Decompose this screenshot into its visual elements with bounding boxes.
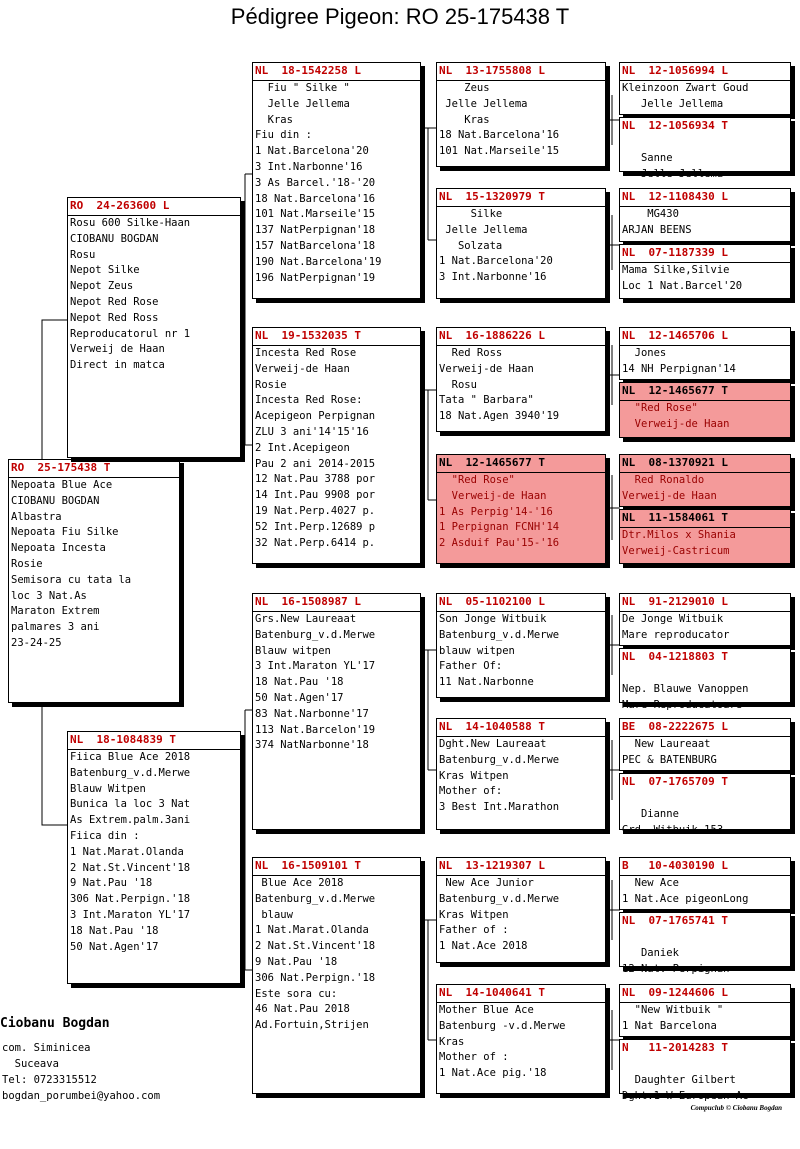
pedigree-line: Nepoata Blue Ace <box>11 479 113 491</box>
ancestor-card <box>619 244 791 299</box>
ancestor-card <box>619 454 791 507</box>
owner-name: Ciobanu Bogdan <box>0 1016 110 1031</box>
pedigree-line: 83 Nat.Narbonne'17 <box>255 707 369 720</box>
pigeon-details <box>620 135 790 182</box>
pedigree-line: 1 Nat.Ace 2018 <box>439 940 528 953</box>
pedigree-line: Fiu din : <box>255 129 312 142</box>
pedigree-line: Son Jonge Witbuik <box>439 613 547 625</box>
pedigree-line: Mother of : <box>439 1051 509 1064</box>
pedigree-line: Jelle Jellema <box>439 223 528 236</box>
ancestor-card <box>619 718 791 771</box>
pedigree-line: MG430 <box>622 208 679 220</box>
pedigree-line: Dght.1 W-European Ac <box>622 1089 749 1102</box>
pedigree-line: palmares 3 ani <box>11 621 100 634</box>
ancestor-card <box>619 62 791 115</box>
pigeon-details <box>620 346 790 378</box>
ring-number: N 11-2014283 T <box>622 1041 728 1054</box>
pedigree-line: 2 Asduif Pau'15-'16 <box>439 537 560 550</box>
grandparent-details <box>253 81 420 286</box>
pedigree-line: Reproducatorul nr 1 <box>70 327 191 340</box>
pigeon-details <box>620 876 790 908</box>
pedigree-line: Este sora cu: <box>255 987 338 1000</box>
great-grandparent-card <box>436 454 606 564</box>
pedigree-line: 19 Nat.Perp.4027 p. <box>255 504 376 517</box>
ring-number: NL 07-1765741 T <box>622 914 728 927</box>
ring-number: BE 08-2222675 L <box>620 719 790 737</box>
pedigree-line: blauw <box>255 908 293 921</box>
subject-pigeon-card <box>8 459 180 703</box>
pedigree-line: 46 Nat.Pau 2018 <box>255 1003 350 1016</box>
pedigree-line: 23-24-25 <box>11 636 62 649</box>
great-grandparent-card <box>436 718 606 830</box>
pedigree-line: 18 Nat.Barcelona'16 <box>439 129 560 142</box>
pedigree-line: Kras <box>439 113 490 126</box>
ring-number: NL 12-1056994 L <box>620 63 790 81</box>
great-grandparent-card <box>436 188 606 299</box>
pedigree-line: Red Ronaldo <box>622 474 705 486</box>
ancestor-card <box>619 188 791 242</box>
pedigree-line: Incesta Red Rose <box>255 347 357 359</box>
pedigree-line: Father Of: <box>439 660 503 673</box>
pigeon-details <box>620 207 790 239</box>
ancestor-card <box>619 912 791 975</box>
pedigree-line: blauw witpen <box>439 644 515 657</box>
dam-card <box>67 731 241 984</box>
pedigree-line: Blauw Witpen <box>70 782 146 795</box>
pedigree-line: Mother of: <box>439 785 503 798</box>
pedigree-line: Daniek <box>622 946 679 959</box>
pedigree-line: 1 Perpignan FCNH'14 <box>439 521 560 534</box>
pedigree-line: Jelle Jellema <box>622 97 724 110</box>
pedigree-line: Fiu " Silke " <box>255 82 350 94</box>
pigeon-details <box>437 346 605 425</box>
pedigree-line: PEC & BATENBURG <box>622 753 717 766</box>
pigeon-details <box>620 528 790 560</box>
pedigree-line: 157 NatBarcelona'18 <box>255 239 376 252</box>
pedigree-line: 12 Nat. Perpignan <box>622 962 730 975</box>
pedigree-line: 1 Nat Barcelona <box>622 1019 717 1032</box>
ring-number: NL 12-1465677 T <box>620 383 790 401</box>
ancestor-card <box>619 117 791 180</box>
pedigree-line: Grd. Witbuik 153 <box>622 823 724 836</box>
grandparent-ring-number: NL 16-1508987 L <box>253 594 420 612</box>
pedigree-line: CIOBANU BOGDAN <box>11 494 100 507</box>
ring-number: NL 13-1755808 L <box>437 63 605 81</box>
pedigree-line: 306 Nat.Perpign.'18 <box>70 893 191 906</box>
grandparent-card <box>252 327 421 564</box>
pigeon-details <box>620 1003 790 1035</box>
pedigree-line: New Ace <box>622 877 679 889</box>
pedigree-line: Dtr.Milos x Shania <box>622 529 736 541</box>
pedigree-line: Blauw witpen <box>255 644 331 657</box>
pedigree-line: New Ace Junior <box>439 877 534 889</box>
pigeon-details <box>620 81 790 113</box>
pigeon-details <box>437 737 605 816</box>
pigeon-details <box>620 666 790 713</box>
ancestor-card <box>619 648 791 711</box>
ring-number: NL 07-1187339 L <box>620 245 790 263</box>
pigeon-details <box>620 263 790 295</box>
pedigree-line: 18 Nat.Barcelona'16 <box>255 192 376 205</box>
pedigree-line: Daughter Gilbert <box>622 1073 736 1086</box>
pedigree-line: 101 Nat.Marseile'15 <box>439 145 560 158</box>
pedigree-line: Mare reproducator <box>622 628 730 641</box>
pedigree-line <box>620 930 790 946</box>
pedigree-line: Maraton Extrem <box>11 605 100 618</box>
pedigree-line: Rosie <box>11 557 43 570</box>
pedigree-line: 1 As Perpig'14-'16 <box>439 505 553 518</box>
ring-number: NL 05-1102100 L <box>437 594 605 612</box>
great-grandparent-card <box>436 857 606 963</box>
pedigree-line: 1 Nat.Barcelona'20 <box>255 145 369 158</box>
pigeon-details <box>620 791 790 838</box>
pedigree-line: 306 Nat.Perpign.'18 <box>255 971 376 984</box>
pedigree-line: Grs.New Laureaat <box>255 613 357 625</box>
pedigree-line: Solzata <box>439 239 503 252</box>
pigeon-details <box>437 612 605 691</box>
pedigree-line: ZLU 3 ani'14'15'16 <box>255 425 369 438</box>
pedigree-line: 374 NatNarbonne'18 <box>255 739 369 752</box>
pedigree-line: Rosu <box>439 378 477 391</box>
grandparent-details <box>253 346 420 551</box>
pedigree-line: 12 Nat.Pau 3788 por <box>255 473 376 486</box>
ring-number: NL 15-1320979 T <box>437 189 605 207</box>
pedigree-line: 52 Int.Perp.12689 p <box>255 520 376 533</box>
grandparent-ring-number: NL 16-1509101 T <box>253 858 420 876</box>
ring-number: NL 09-1244606 L <box>620 985 790 1003</box>
ring-number: NL 14-1040641 T <box>437 985 605 1003</box>
owner-info <box>0 1016 160 1104</box>
pedigree-line: 1 Nat.Ace pigeonLong <box>622 892 749 905</box>
pedigree-line: Rosu 600 Silke-Haan <box>70 217 191 229</box>
pedigree-line: Direct in matca <box>70 359 165 372</box>
pedigree-line: 1 Nat.Barcelona'20 <box>439 255 553 268</box>
pedigree-line: Nepot Red Ross <box>70 311 159 324</box>
pedigree-line: 14 Int.Pau 9908 por <box>255 489 376 502</box>
pedigree-line <box>620 666 790 682</box>
pedigree-line: As Extrem.palm.3ani <box>70 814 191 827</box>
pedigree-line: Kras <box>255 113 293 126</box>
owner-address-line: com. Siminicea <box>2 1042 91 1054</box>
pedigree-line: 3 Int.Narbonne'16 <box>255 160 363 173</box>
pedigree-line: Batenburg_v.d.Merwe <box>70 766 191 779</box>
pedigree-line: Batenburg_v.d.Merwe <box>439 628 560 641</box>
pedigree-line: Nepot Red Rose <box>70 295 159 308</box>
pedigree-line: 1 Nat.Marat.Olanda <box>70 845 184 858</box>
pedigree-line: New Laureaat <box>622 738 711 750</box>
pedigree-line: 2 Nat.St.Vincent'18 <box>70 861 191 874</box>
pigeon-details <box>620 473 790 505</box>
pedigree-line: 14 NH Perpignan'14 <box>622 362 736 375</box>
pigeon-details <box>620 737 790 769</box>
pedigree-line: Mama Silke,Silvie <box>622 264 730 276</box>
pedigree-line: Blue Ace 2018 <box>255 877 344 889</box>
pedigree-line: 101 Nat.Marseile'15 <box>255 208 376 221</box>
ancestor-card <box>619 1039 791 1102</box>
pedigree-line: 9 Nat.Pau '18 <box>70 877 153 890</box>
ancestor-card <box>619 593 791 646</box>
pedigree-line: 1 Nat.Marat.Olanda <box>255 924 369 937</box>
pigeon-details <box>620 930 790 977</box>
pedigree-line: ARJAN BEENS <box>622 223 692 236</box>
pigeon-details <box>437 876 605 955</box>
pedigree-line: 50 Nat.Agen'17 <box>70 940 159 953</box>
pedigree-line: 3 Best Int.Marathon <box>439 801 560 814</box>
pedigree-line: Verweij-de Haan <box>622 417 730 430</box>
pedigree-line: Verweij-de Haan <box>622 489 717 502</box>
pedigree-line: 1 Nat.Ace pig.'18 <box>439 1067 547 1080</box>
pigeon-details <box>437 81 605 160</box>
sire-ring-number: RO 24-263600 L <box>68 198 240 216</box>
pedigree-line: Fiica din : <box>70 829 140 842</box>
pedigree-line: 3 Int.Maraton YL'17 <box>70 908 191 921</box>
pigeon-details <box>620 401 790 433</box>
pedigree-line: "Red Rose" <box>439 474 515 486</box>
ring-number: NL 12-1056934 T <box>622 119 728 132</box>
pedigree-line: Sanne <box>622 151 673 164</box>
pedigree-line: 3 Int.Narbonne'16 <box>439 271 547 284</box>
ancestor-card <box>619 773 791 836</box>
ring-number: NL 12-1108430 L <box>620 189 790 207</box>
ring-number: NL 08-1370921 L <box>620 455 790 473</box>
pedigree-line: CIOBANU BOGDAN <box>70 232 159 245</box>
pedigree-line <box>620 791 790 807</box>
pedigree-line: Silke <box>439 208 503 220</box>
pedigree-line: Kras <box>439 1035 465 1048</box>
pigeon-details <box>620 612 790 644</box>
pedigree-line: Rosie <box>255 378 287 391</box>
pedigree-line: De Jonge Witbuik <box>622 613 724 625</box>
great-grandparent-card <box>436 593 606 698</box>
ring-number: NL 04-1218803 T <box>622 650 728 663</box>
pedigree-line: 11 Nat.Narbonne <box>439 676 534 689</box>
pedigree-line: Jelle Jellema <box>439 97 528 110</box>
pedigree-line: Batenburg_v.d.Merwe <box>439 753 560 766</box>
pedigree-line: Semisora cu tata la <box>11 573 132 586</box>
pedigree-line: Nepot Zeus <box>70 280 134 293</box>
pigeon-details <box>437 207 605 286</box>
pedigree-line: Acepigeon Perpignan <box>255 410 376 423</box>
pedigree-line: Batenburg -v.d.Merwe <box>439 1019 566 1032</box>
ring-number: NL 11-1584061 T <box>620 510 790 528</box>
pedigree-line: Albastra <box>11 510 62 523</box>
pedigree-line <box>620 135 790 151</box>
pedigree-line: Jelle Jellema <box>255 97 350 110</box>
grandparent-details <box>253 612 420 754</box>
pedigree-line: Tata " Barbara" <box>439 394 534 407</box>
great-grandparent-card <box>436 62 606 167</box>
pedigree-line <box>620 1057 790 1073</box>
pedigree-line: Red Ross <box>439 347 503 359</box>
dam-ring-number: NL 18-1084839 T <box>68 732 240 750</box>
pedigree-line: Kras Witpen <box>439 908 509 921</box>
pedigree-line: Zeus <box>439 82 490 94</box>
pedigree-line: 3 As Barcel.'18-'20 <box>255 176 376 189</box>
grandparent-ring-number: NL 18-1542258 L <box>253 63 420 81</box>
grandparent-details <box>253 876 420 1034</box>
great-grandparent-card <box>436 327 606 432</box>
pedigree-line: 32 Nat.Perp.6414 p. <box>255 536 376 549</box>
ancestor-card <box>619 857 791 910</box>
pedigree-line: 137 NatPerpignan'18 <box>255 224 376 237</box>
pedigree-line: Mother Blue Ace <box>439 1004 534 1016</box>
grandparent-card <box>252 593 421 830</box>
pedigree-line: 18 Nat.Pau '18 <box>70 924 159 937</box>
ring-number: NL 14-1040588 T <box>437 719 605 737</box>
pedigree-line: Nepot Silke <box>70 264 140 277</box>
pigeon-details <box>620 1057 790 1104</box>
pedigree-line: Rosu <box>70 248 96 261</box>
pigeon-details <box>437 1003 605 1082</box>
pedigree-line: Pau 2 ani 2014-2015 <box>255 457 376 470</box>
ancestor-card <box>619 327 791 380</box>
pedigree-line: 190 Nat.Barcelona'19 <box>255 255 382 268</box>
pedigree-line: Loc 1 Nat.Barcel'20 <box>622 279 743 292</box>
pedigree-line: loc 3 Nat.As <box>11 589 87 602</box>
great-grandparent-card <box>436 984 606 1094</box>
owner-address-line: Suceava <box>2 1058 59 1070</box>
pedigree-line: 3 Int.Maraton YL'17 <box>255 660 376 673</box>
sire-details <box>68 216 240 374</box>
grandparent-ring-number: NL 19-1532035 T <box>253 328 420 346</box>
ring-number: NL 91-2129010 L <box>620 594 790 612</box>
pedigree-line: 2 Nat.St.Vincent'18 <box>255 940 376 953</box>
pedigree-line: Verweij-Castricum <box>622 544 730 557</box>
pedigree-line: Jelle Jellema <box>622 167 724 180</box>
pedigree-line: Mare Reproducatoare <box>622 698 743 711</box>
owner-phone: Tel: 0723315512 <box>2 1074 97 1086</box>
pedigree-line: Batenburg_v.d.Merwe <box>255 628 376 641</box>
ring-number: NL 13-1219307 L <box>437 858 605 876</box>
pedigree-line: Nep. Blauwe Vanoppen <box>622 682 749 695</box>
ancestor-card <box>619 984 791 1037</box>
pedigree-line: Jones <box>622 347 667 359</box>
pedigree-line: Dianne <box>622 807 679 820</box>
grandparent-card <box>252 62 421 299</box>
pedigree-line: Verweij-de Haan <box>255 362 350 375</box>
pedigree-line: Father of : <box>439 924 509 937</box>
sire-card <box>67 197 241 458</box>
grandparent-card <box>252 857 421 1094</box>
ring-number: NL 12-1465706 L <box>620 328 790 346</box>
page-title: Pédigree Pigeon: RO 25-175438 T <box>230 4 570 29</box>
ancestor-card <box>619 382 791 438</box>
ancestor-card <box>619 509 791 564</box>
pedigree-line: 2 Int.Acepigeon <box>255 441 350 454</box>
pigeon-details <box>437 473 605 552</box>
subject-ring-number: RO 25-175438 T <box>9 460 179 478</box>
pedigree-line: 113 Nat.Barcelon'19 <box>255 723 376 736</box>
pedigree-line: Verweij-de Haan <box>439 489 547 502</box>
pedigree-line: Nepoata Fiu Silke <box>11 526 119 539</box>
pedigree-line: Kras Witpen <box>439 769 509 782</box>
ring-number: NL 07-1765709 T <box>622 775 728 788</box>
software-credit: Compuclub © Ciobanu Bogdan <box>690 1104 782 1112</box>
pedigree-line: Verweij-de Haan <box>439 362 534 375</box>
pedigree-line: Fiica Blue Ace 2018 <box>70 751 191 763</box>
pedigree-line: "Red Rose" <box>622 402 698 414</box>
dam-details <box>68 750 240 955</box>
pedigree-line: "New Witbuik " <box>622 1004 724 1016</box>
ring-number: NL 12-1465677 T <box>437 455 605 473</box>
pedigree-line: Nepoata Incesta <box>11 542 106 555</box>
pedigree-line: 196 NatPerpignan'19 <box>255 271 376 284</box>
pedigree-line: Bunica la loc 3 Nat <box>70 798 191 811</box>
pedigree-line: Kleinzoon Zwart Goud <box>622 82 749 94</box>
ring-number: NL 16-1886226 L <box>437 328 605 346</box>
pedigree-line: Batenburg_v.d.Merwe <box>439 892 560 905</box>
pedigree-line: 18 Nat.Pau '18 <box>255 676 344 689</box>
owner-email: bogdan_porumbei@yahoo.com <box>2 1090 161 1102</box>
pedigree-line: 50 Nat.Agen'17 <box>255 691 344 704</box>
pedigree-line: Verweij de Haan <box>70 343 165 356</box>
pedigree-line: Incesta Red Rose: <box>255 394 363 407</box>
ring-number: B 10-4030190 L <box>620 858 790 876</box>
pedigree-line: Batenburg_v.d.Merwe <box>255 892 376 905</box>
pedigree-line: 18 Nat.Agen 3940'19 <box>439 410 560 423</box>
pedigree-line: Ad.Fortuin,Strijen <box>255 1019 369 1032</box>
pedigree-line: Dght.New Laureaat <box>439 738 547 750</box>
pedigree-line: 9 Nat.Pau '18 <box>255 955 338 968</box>
subject-details <box>9 478 179 652</box>
